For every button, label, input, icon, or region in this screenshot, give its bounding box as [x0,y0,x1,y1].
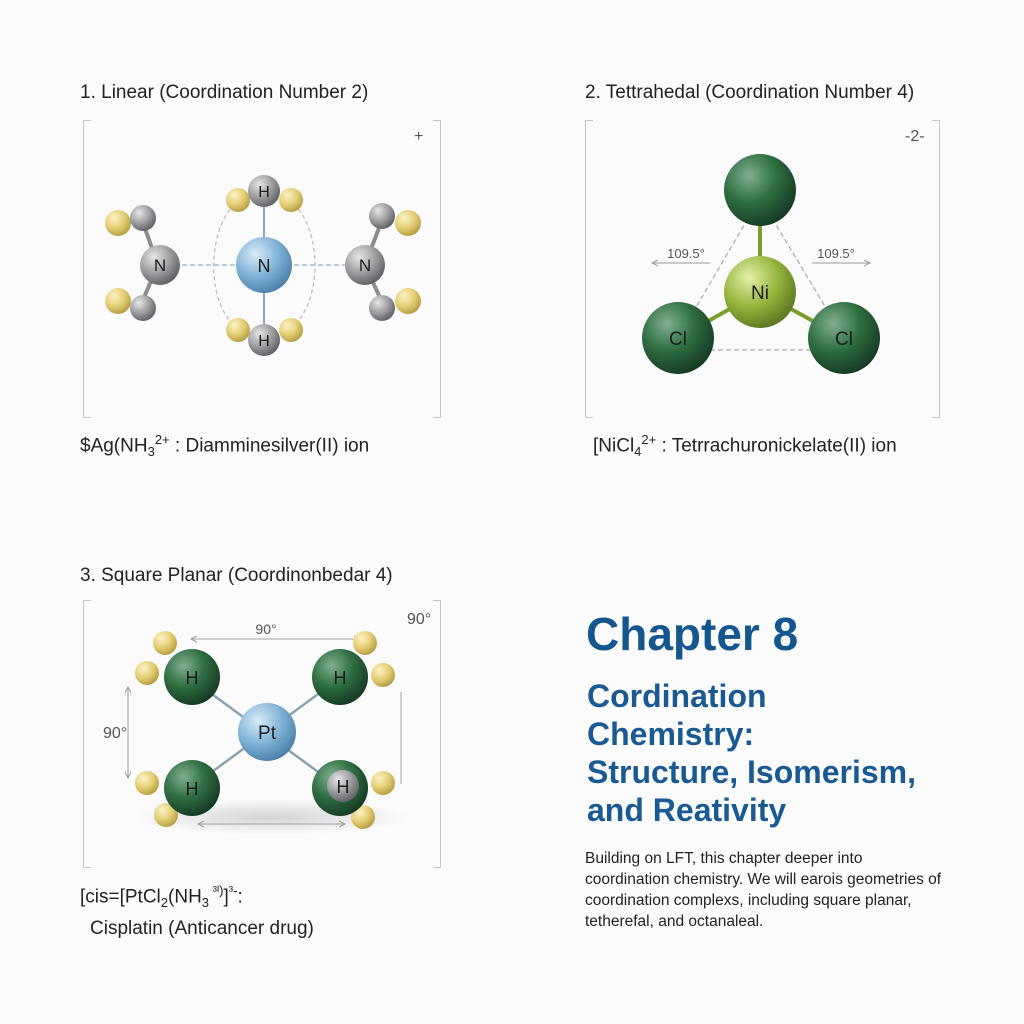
linear-panel-title: 1. Linear (Coordination Number 2) [80,82,369,103]
linear-caption-label: : Diamminesilver(II) ion [169,435,370,457]
tetrahedral-left-bracket [585,120,593,418]
tetrahedral-right-cl-label: Cl [835,329,853,350]
tetrahedral-molecule-diagram [600,150,920,390]
square-planar-caption [80,878,314,942]
tetrahedral-ni-label: Ni [751,283,769,304]
sp-caption-part-a: [cis=[PtCl [80,886,161,908]
linear-left-h-atom-2 [105,288,131,314]
sp-caption-sup-1: ³ᴵ) [209,883,224,898]
tetrahedral-left-cl-label: Cl [669,329,687,350]
tetrahedral-right-bracket [932,120,940,418]
chapter-title-line-2: Chemistry: [587,716,755,752]
square-planar-h-atom-5 [135,771,159,795]
square-planar-h-atom-2 [135,661,159,685]
tetrahedral-panel-title: 2. Tettrahedal (Coordination Number 4) [585,82,915,103]
linear-left-n-label: N [153,256,167,275]
linear-bottom-h-atom-right [279,318,303,342]
chapter-description-line-2: coordination chemistry. We will earois geometries of [585,871,942,888]
linear-corner-mark: + [414,128,424,145]
square-planar-pt-label: Pt [258,723,276,744]
tetrahedral-top-cl-atom [724,154,796,226]
square-planar-corner-mark: 90° [407,611,432,628]
linear-caption-sub: 3 [147,444,155,460]
sp-caption-sub-2: 3 [201,895,210,911]
linear-molecule-diagram [90,160,430,370]
linear-top-h-atom-right [279,188,303,212]
square-planar-panel-title: 3. Square Planar (Coordinonbedar 4) [80,565,393,586]
tetrahedral-caption-formula: [NiCl [593,435,635,457]
linear-right-bracket [433,120,441,418]
tetrahedral-angle-label-right: 109.5° [817,246,855,261]
linear-left-gray-atom-2 [130,295,156,321]
chapter-description-line-4: tetherefal, and octanaleal. [585,913,764,930]
square-planar-left-bracket [83,600,91,868]
tetrahedral-caption-sup: 2+ [641,432,657,447]
square-planar-top-angle-label: 90° [255,621,277,637]
sp-caption-part-c: ] [223,886,229,908]
square-planar-caption-line1 [80,878,314,916]
chapter-description-line-3: coordination complexs, including square planar, [585,892,912,909]
linear-caption-sup: 2+ [154,432,170,447]
chapter-title-line-3: Structure, Isomerism, [587,754,916,790]
chapter-title [587,677,916,829]
linear-right-h-atom-2 [395,288,421,314]
linear-caption-formula: $Ag(NH [80,435,148,457]
square-planar-h-atom-7 [371,771,395,795]
square-planar-h-atom-1 [153,631,177,655]
square-planar-left-angle-label: 90° [103,725,128,742]
linear-left-gray-atom-1 [130,205,156,231]
square-planar-right-bracket [433,600,441,868]
linear-right-h-atom-1 [395,210,421,236]
square-planar-caption-line2: Cisplatin (Anticancer drug) [90,918,314,940]
linear-right-gray-atom-2 [369,295,395,321]
square-planar-molecule-diagram [95,612,425,842]
square-planar-top-right-label: H [333,668,347,688]
linear-top-h-atom-left [226,188,250,212]
linear-left-h-atom-1 [105,210,131,236]
chapter-description-line-1: Building on LFT, this chapter deeper into [585,850,863,867]
linear-bottom-h-label: H [258,333,270,350]
tetrahedral-caption [593,432,897,459]
square-planar-top-left-label: H [185,668,199,688]
tetrahedral-caption-label: : Tetrrachuronickelate(II) ion [656,435,897,457]
square-planar-bottom-right-label: H [336,777,350,797]
linear-bottom-h-atom-left [226,318,250,342]
tetrahedral-angle-label-left: 109.5° [667,246,705,261]
sp-caption-part-b: (NH [168,886,202,908]
sp-caption-sub-1: 2 [160,895,169,911]
linear-caption [80,432,369,459]
linear-center-n-label: N [257,256,271,276]
square-planar-bottom-left-label: H [185,779,199,799]
sp-caption-sup-2: ³- [228,883,238,898]
square-planar-h-atom-3 [353,631,377,655]
chapter-title-line-1: Cordination [587,678,767,714]
chapter-title-line-4: and Reativity [587,792,787,828]
linear-right-n-label: N [358,256,372,275]
linear-top-h-label: H [258,184,270,201]
chapter-number: Chapter 8 [586,608,799,660]
chapter-description [585,848,941,932]
square-planar-h-atom-4 [371,663,395,687]
tetrahedral-corner-mark: -2- [905,128,925,145]
linear-right-gray-atom-1 [369,203,395,229]
sp-caption-part-d: : [237,886,243,908]
tetrahedral-caption-sub: 4 [634,444,642,460]
